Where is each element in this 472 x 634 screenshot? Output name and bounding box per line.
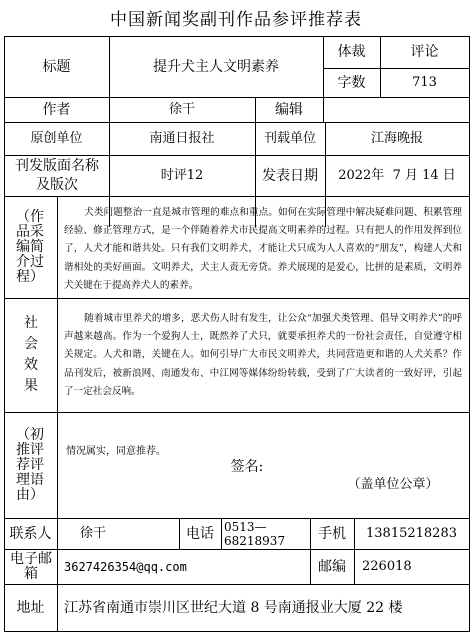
mobile-value: 13815218283 bbox=[366, 525, 457, 541]
review-label bbox=[12, 412, 52, 518]
genre-value: 评论 bbox=[410, 44, 439, 60]
editor-label: 编辑 bbox=[275, 101, 303, 118]
form-title: 中国新闻奖副刊作品参评推荐表 bbox=[110, 10, 362, 30]
genre-label: 体裁 bbox=[337, 44, 366, 60]
title-value: 提升犬主人文明素养 bbox=[153, 58, 279, 75]
pub-unit-value: 江海晚报 bbox=[370, 130, 423, 146]
zip-label: 邮编 bbox=[318, 558, 346, 575]
email-label: 电子邮箱 bbox=[10, 550, 52, 582]
contact-value: 徐干 bbox=[80, 525, 107, 541]
contact-label: 联系人 bbox=[9, 525, 52, 542]
effect-text: 随着城市里养犬的增多，恶犬伤人时有发生，让公众“加强犬类管理、倡导文明养犬”的呼声越来越高。作为一个爱狗人士，既然养了犬只，就要承担养犬的一份社会责任，自觉遵守相关规定。人犬和谐，关键在人。如何引导广大市民文明养犬，共同营造更和谐的人犬关系？作品刊发后，被新浪网、南通发布、中江网等媒体纷纷转载，受到了广大读者的一致好评，引起了一定社会反响。 bbox=[64, 313, 462, 397]
phone-label: 电话 bbox=[186, 525, 214, 542]
effect-label-text: 社会效果 bbox=[24, 315, 38, 394]
effect-label bbox=[14, 298, 50, 412]
origin-unit-value: 南通日报社 bbox=[149, 130, 215, 146]
pub-unit-label: 刊载单位 bbox=[263, 130, 316, 146]
author-value: 徐干 bbox=[168, 101, 195, 117]
page-label: 刊发版面名称及版次 bbox=[15, 157, 99, 193]
mobile-label: 手机 bbox=[318, 525, 346, 542]
title-label: 标题 bbox=[42, 58, 71, 75]
address-label: 地址 bbox=[16, 599, 45, 616]
editor-value bbox=[323, 97, 469, 122]
sign-label: 签名: bbox=[230, 459, 264, 475]
page-value: 时评12 bbox=[160, 167, 204, 183]
review-text: 情况属实，同意推荐。 bbox=[66, 446, 166, 457]
review-label-text: （初推评荐评理语由） bbox=[16, 426, 44, 503]
intro-text: 犬类问题整治一直是城市管理的难点和重点。如何在实际管理中解决疑难问题、积累管理经验、修正管理方式，是一个伴随着养犬市民提高文明素养的过程。只有把人的作用发挥到位了，人犬才能和谐共处。只有我们文明养犬，才能让犬只成为人人喜欢的“朋友”，构建人犬和谐相处的美好画面。文明养犬，犬主人责无旁贷。养犬展现的是爱心，比拼的是素质，文明养犬关键在于提高养犬人的素养。 bbox=[64, 207, 462, 291]
date-label: 发表日期 bbox=[262, 167, 318, 184]
address-value: 江苏省南通市崇川区世纪大道 8 号南通报业大厦 22 楼 bbox=[64, 599, 403, 616]
date-value: 2022年 7 月 14 日 bbox=[338, 167, 456, 183]
zip-value: 226018 bbox=[362, 558, 412, 574]
intro-label-text: （作品采编简介过程） bbox=[16, 208, 44, 285]
seal-label: （盖单位公章） bbox=[347, 477, 439, 492]
author-label: 作者 bbox=[42, 101, 71, 118]
words-label: 字数 bbox=[337, 74, 366, 91]
words-value: 713 bbox=[412, 74, 437, 90]
origin-unit-label: 原创单位 bbox=[30, 130, 83, 146]
phone-value: 0513—68218937 bbox=[224, 519, 286, 548]
email-value: 3627426354@qq.com bbox=[64, 559, 187, 574]
intro-label bbox=[14, 196, 50, 298]
